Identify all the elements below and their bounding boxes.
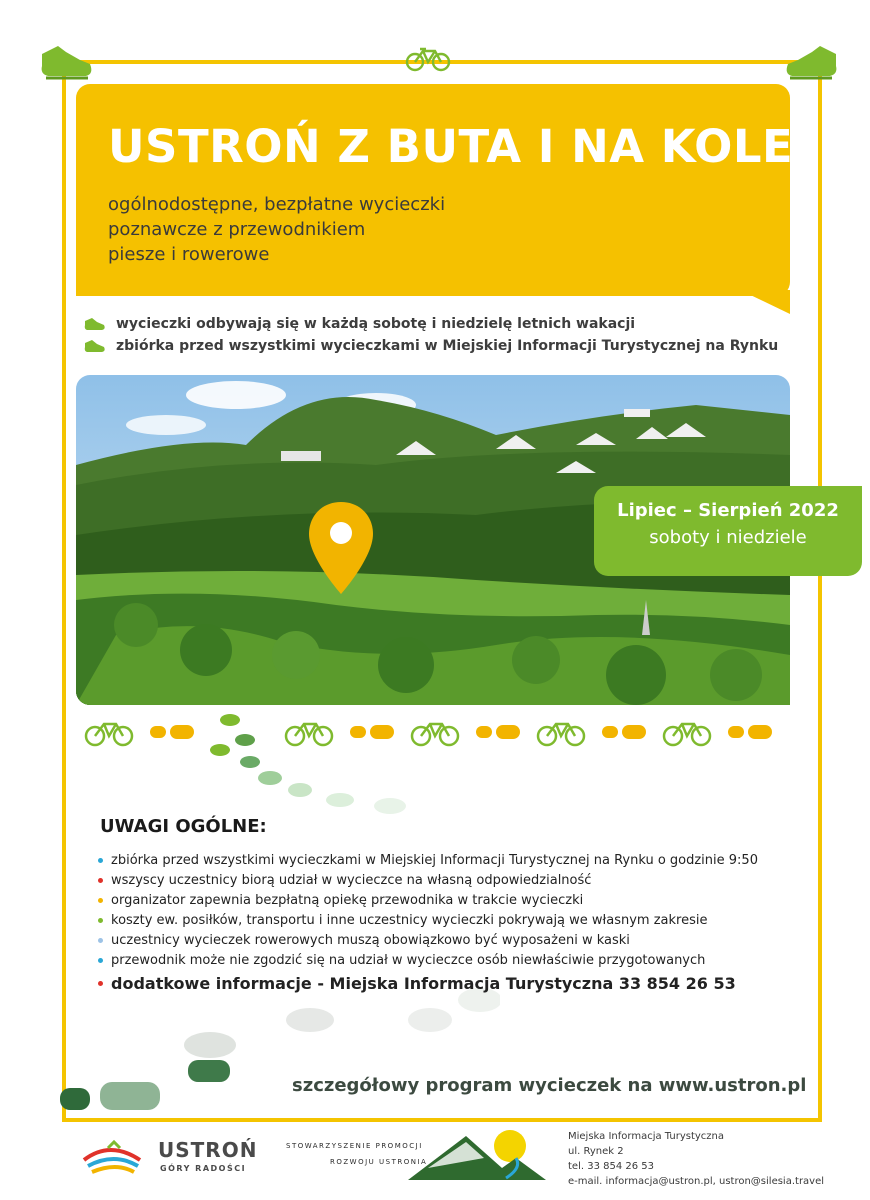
remark-text: wszyscy uczestnicy biorą udział w wycieczce na własną odpowiedzialność: [111, 872, 592, 888]
highlight-text: wycieczki odbywają się w każdą sobotę i niedzielę letnich wakacji: [116, 316, 636, 332]
remark-item: [98, 930, 818, 950]
bullet-dot: [98, 878, 103, 883]
ustron-logo-icon: [80, 1138, 146, 1178]
bullet-dot: [98, 858, 103, 863]
subtitle: [108, 192, 445, 267]
highlight-item: [84, 316, 635, 332]
bullet-dot: [98, 981, 103, 986]
remark-item: [98, 910, 818, 930]
remark-item: [98, 870, 818, 890]
bicycle-icon: [662, 719, 712, 747]
contact-line: ul. Rynek 2: [568, 1146, 624, 1157]
remark-text: uczestnicy wycieczek rowerowych muszą obowiązkowo być wyposażeni w kaski: [111, 932, 630, 948]
contact-line: tel. 33 854 26 53: [568, 1161, 655, 1172]
contact-block: [568, 1129, 824, 1189]
remark-item: [98, 950, 818, 970]
program-link-line: szczegółowy program wycieczek na www.ustron.pl: [292, 1075, 807, 1096]
header-banner-tail: [740, 290, 790, 314]
remarks-heading: UWAGI OGÓLNE:: [100, 816, 267, 837]
bullet-dot: [98, 938, 103, 943]
frame-right-line: [818, 60, 822, 1122]
remark-text: organizator zapewnia bezpłatną opiekę przewodnika w trakcie wycieczki: [111, 892, 584, 908]
association-logo-icon: [406, 1128, 546, 1182]
map-pin-icon: [306, 500, 376, 596]
brand-tagline: GÓRY RADOŚCI: [160, 1164, 247, 1173]
date-badge: [594, 486, 862, 576]
bullet-dot: [98, 918, 103, 923]
shoe-icon: [84, 339, 106, 353]
remark-extra-text: dodatkowe informacje - Miejska Informacja Turystyczna 33 854 26 53: [111, 973, 736, 993]
brand-name: USTROŃ: [158, 1138, 258, 1162]
shoe-print-icon: [600, 722, 648, 744]
shoe-icon: [36, 40, 96, 84]
date-days: soboty i niedziele: [649, 527, 807, 548]
highlight-item: [84, 338, 778, 354]
contact-line: e-mail. informacja@ustron.pl, ustron@silesia.travel: [568, 1176, 825, 1187]
bicycle-icon: [536, 719, 586, 747]
shoe-print-icon: [726, 722, 774, 744]
shoe-icon: [782, 40, 842, 84]
contact-line: Miejska Informacja Turystyczna: [568, 1131, 725, 1142]
bullet-dot: [98, 898, 103, 903]
remark-text: przewodnik może nie zgodzić się na udział w wycieczce osób niewłaściwie przygotowanych: [111, 952, 706, 968]
highlight-text: zbiórka przed wszystkimi wycieczkami w Miejskiej Informacji Turystycznej na Rynku: [116, 338, 779, 354]
association-name-2: ROZWOJU USTRONIA: [330, 1158, 428, 1166]
subtitle-line: ogólnodostępne, bezpłatne wycieczki: [108, 194, 446, 215]
remark-extra: [98, 970, 818, 996]
remark-text: koszty ew. posiłków, transportu i inne uczestnicy wycieczki pokrywają we własnym zakresie: [111, 912, 708, 928]
remark-item: [98, 850, 818, 870]
shoe-icon: [84, 317, 106, 331]
remark-item: [98, 890, 818, 910]
remarks-list: [98, 850, 818, 996]
bullet-dot: [98, 958, 103, 963]
remark-text: zbiórka przed wszystkimi wycieczkami w Miejskiej Informacji Turystycznej na Rynku o godzinie 9:50: [111, 852, 758, 868]
subtitle-line: piesze i rowerowe: [108, 244, 270, 265]
subtitle-line: poznawcze z przewodnikiem: [108, 219, 366, 240]
page-title: USTROŃ Z BUTA I NA KOLE: [108, 120, 794, 173]
association-name: STOWARZYSZENIE PROMOCJI: [286, 1142, 423, 1150]
bicycle-icon: [404, 46, 452, 72]
date-range: Lipiec – Sierpień 2022: [617, 500, 839, 521]
